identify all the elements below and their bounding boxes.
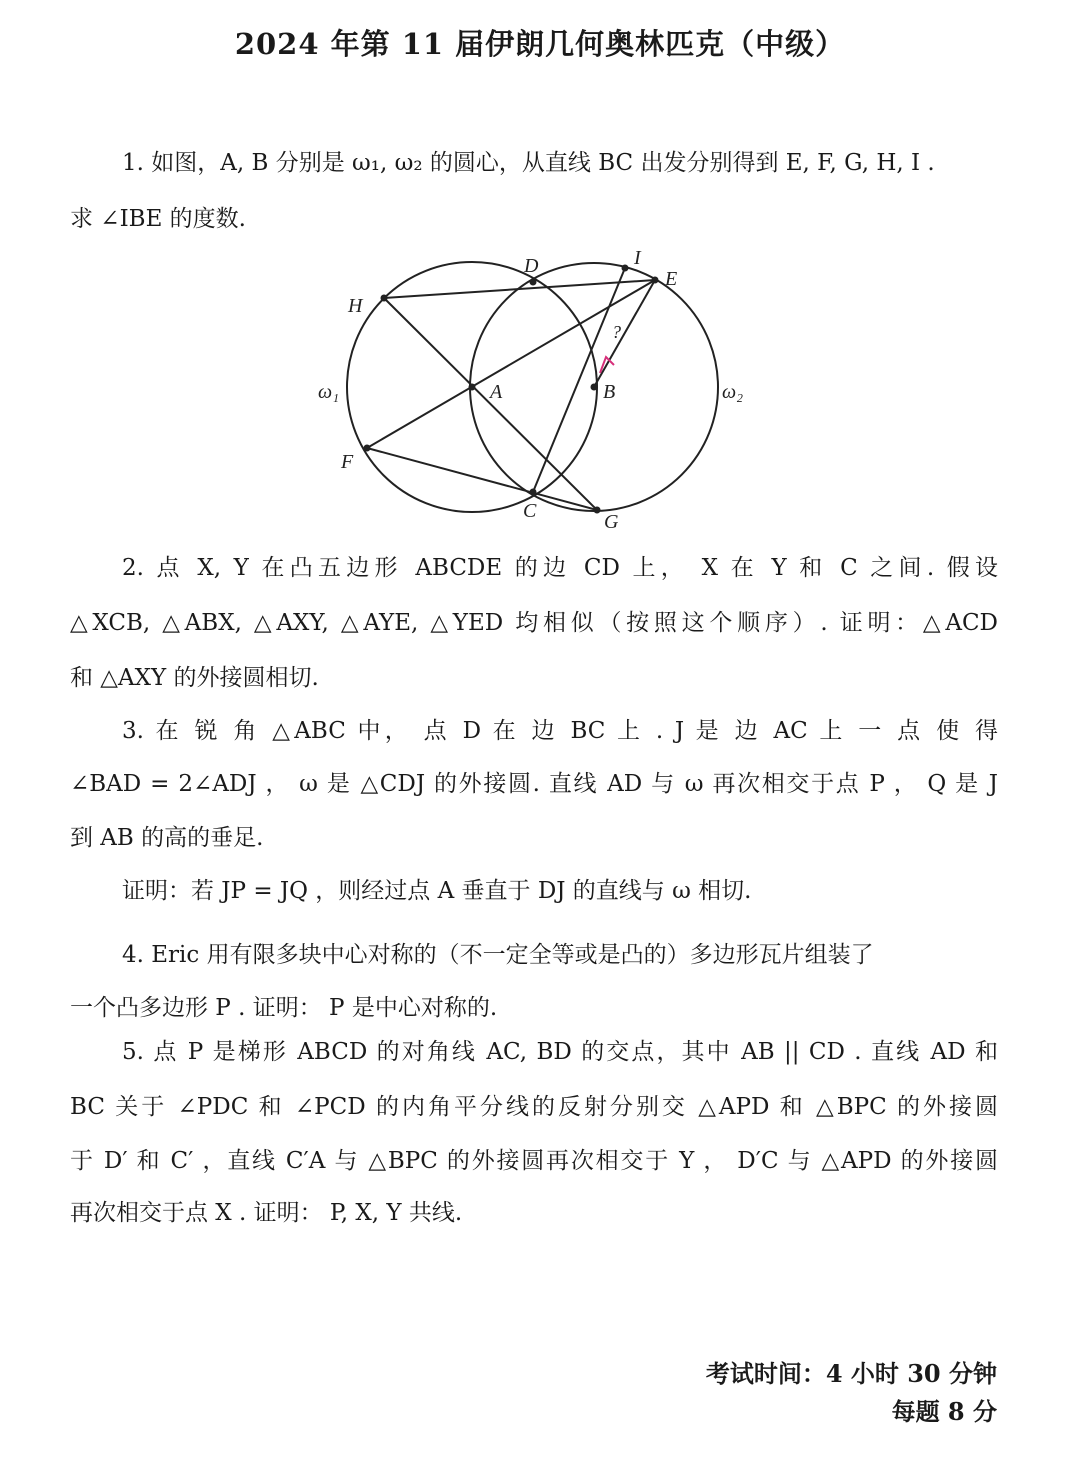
score-per-problem: 每题 8 分 [891, 1397, 997, 1426]
problem-4-line-2: 一个凸多边形 P . 证明： P 是中心对称的. [70, 995, 498, 1021]
problem-3-line-4: 证明：若 JP = JQ ，则经过点 A 垂直于 DJ 的直线与 ω 相切. [122, 878, 752, 904]
point-C [530, 489, 537, 496]
problem-3-line-1: 3. 在 锐 角 △ABC 中， 点 D 在 边 BC 上 . J 是 边 AC 上 一 点 使 得 [122, 718, 998, 744]
problem-4-line-1: 4. Eric 用有限多块中心对称的（不一定全等或是凸的）多边形瓦片组装了 [122, 942, 874, 968]
segment-CI [533, 268, 625, 492]
exam-time: 考试时间：4 小时 30 分钟 [705, 1359, 997, 1388]
problem-1-line-1: 1. 如图，A, B 分别是 ω₁, ω₂ 的圆心，从直线 BC 出发分别得到 E, F, G, H, I . [122, 150, 935, 176]
label-D: D [524, 255, 539, 277]
segment-HG [384, 298, 597, 510]
label-H: H [348, 295, 363, 317]
point-I [622, 265, 629, 272]
point-F [364, 445, 371, 452]
problem-2-line-3: 和 △AXY 的外接圆相切. [70, 665, 319, 691]
page-title: 2024 年第 11 届伊朗几何奥林匹克（中级） [234, 27, 846, 61]
label-A: A [490, 381, 503, 403]
problem-3-line-3: 到 AB 的高的垂足. [70, 825, 264, 851]
problem-2-line-1: 2. 点 X, Y 在凸五边形 ABCDE 的边 CD 上， X 在 Y 和 C 之间. 假设 [122, 555, 998, 581]
problem-5-line-2: BC 关于 ∠PDC 和 ∠PCD 的内角平分线的反射分别交 △APD 和 △BPC 的外接圆 [70, 1094, 998, 1120]
segment-BE [594, 280, 655, 387]
point-G [594, 507, 601, 514]
label-E: E [665, 268, 678, 290]
point-E [652, 277, 659, 284]
point-D [530, 279, 537, 286]
label-F: F [341, 451, 354, 473]
problem-2-line-2: △XCB, △ABX, △AXY, △AYE, △YED 均相似（按照这个顺序）. 证明：△ACD [70, 610, 998, 636]
segment-FG [367, 448, 597, 510]
label-B: B [603, 381, 616, 403]
label-C: C [523, 500, 537, 522]
point-A [469, 384, 476, 391]
problem-3-line-2: ∠BAD = 2∠ADJ ， ω 是 △CDJ 的外接圆. 直线 AD 与 ω 再次相交于点 P ， Q 是 J [70, 771, 998, 797]
label-question: ? [612, 322, 621, 342]
label-G: G [604, 511, 619, 533]
problem-5-line-1: 5. 点 P 是梯形 ABCD 的对角线 AC, BD 的交点，其中 AB || CD . 直线 AD 和 [122, 1039, 998, 1065]
problem-5-line-3: 于 D′ 和 C′ ，直线 C′A 与 △BPC 的外接圆再次相交于 Y ， D′C 与 △APD 的外接圆 [70, 1148, 998, 1174]
label-omega1: ω₁ [318, 381, 340, 403]
label-omega2: ω₂ [722, 381, 744, 403]
geometry-figure [300, 245, 770, 540]
label-I: I [634, 247, 641, 269]
problem-5-line-4: 再次相交于点 X . 证明： P, X, Y 共线. [70, 1200, 463, 1226]
point-H [381, 295, 388, 302]
point-B [591, 384, 598, 391]
problem-1-line-2: 求 ∠IBE 的度数. [70, 206, 246, 232]
